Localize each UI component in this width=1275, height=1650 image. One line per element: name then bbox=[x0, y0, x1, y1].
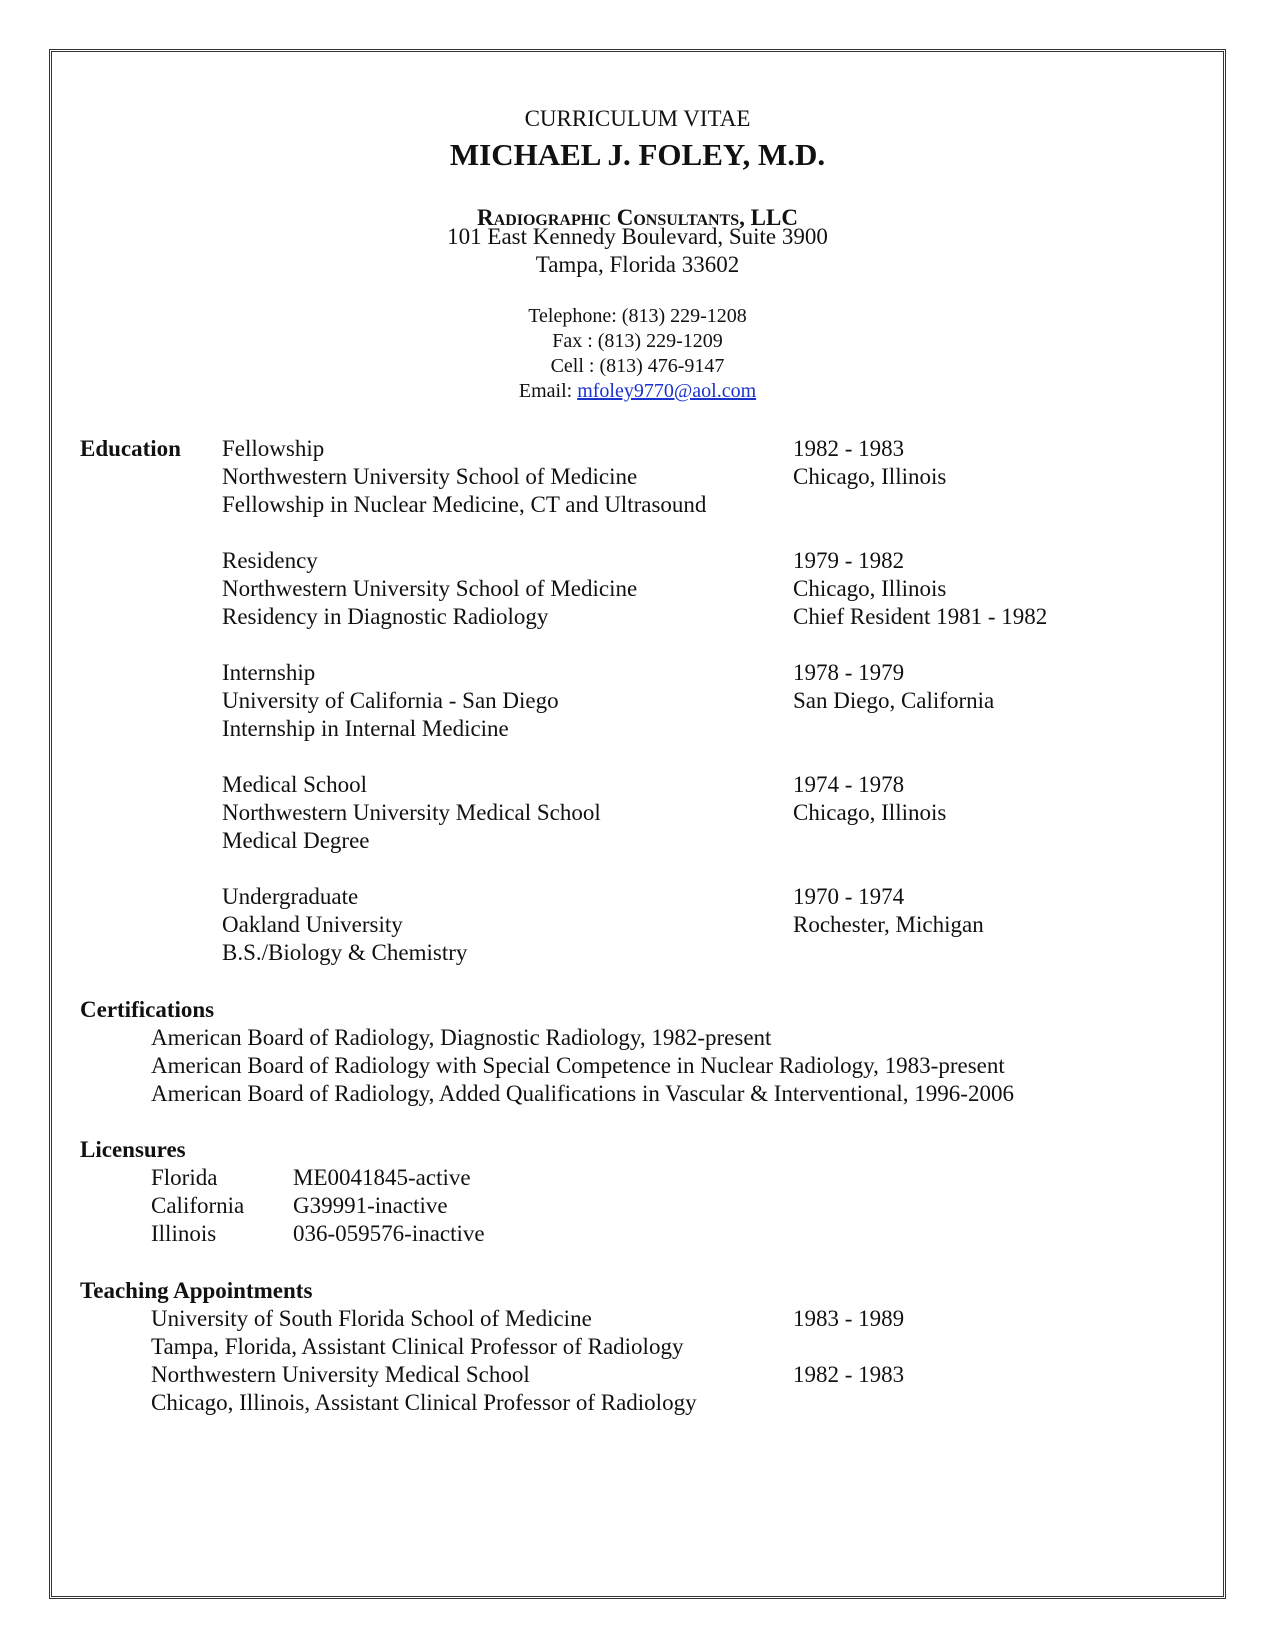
page-title: MICHAEL J. FOLEY, M.D. bbox=[449, 137, 826, 172]
education-school: Northwestern University School of Medicine bbox=[222, 576, 638, 601]
education-title: Undergraduate bbox=[222, 884, 359, 909]
certification-item: American Board of Radiology, Diagnostic Radiology, 1982-present bbox=[151, 1025, 772, 1050]
license-state: Florida bbox=[151, 1165, 218, 1190]
education-title: Medical School bbox=[222, 772, 367, 797]
education-title: Fellowship bbox=[222, 436, 325, 461]
education-title: Residency bbox=[222, 548, 318, 573]
education-years: 1970 - 1974 bbox=[793, 884, 905, 909]
license-number: 036-059576-inactive bbox=[293, 1221, 485, 1246]
cell: Cell : (813) 476-9147 bbox=[550, 355, 725, 377]
education-years: 1982 - 1983 bbox=[793, 436, 905, 461]
teaching-school: Northwestern University Medical School bbox=[151, 1362, 530, 1387]
address-line-2: Tampa, Florida 33602 bbox=[535, 252, 740, 277]
education-place: San Diego, California bbox=[793, 688, 995, 713]
education-years: 1974 - 1978 bbox=[793, 772, 905, 797]
education-heading: Education bbox=[80, 436, 181, 461]
education-years: 1979 - 1982 bbox=[793, 548, 905, 573]
email-line bbox=[0, 380, 1275, 403]
telephone: Telephone: (813) 229-1208 bbox=[528, 305, 747, 327]
certifications-heading: Certifications bbox=[80, 997, 215, 1022]
fax: Fax : (813) 229-1209 bbox=[552, 330, 723, 352]
license-state: California bbox=[151, 1193, 245, 1218]
education-years: 1978 - 1979 bbox=[793, 660, 905, 685]
education-school: Oakland University bbox=[222, 912, 403, 937]
licensures-heading: Licensures bbox=[80, 1137, 186, 1162]
certification-item: American Board of Radiology with Special Competence in Nuclear Radiology, 1983-present bbox=[151, 1053, 1005, 1078]
cv-label: CURRICULUM VITAE bbox=[524, 106, 751, 131]
email-label: Email: bbox=[518, 380, 578, 402]
license-number: G39991-inactive bbox=[293, 1193, 448, 1218]
teaching-detail: Tampa, Florida, Assistant Clinical Professor of Radiology bbox=[151, 1334, 684, 1359]
education-detail: Fellowship in Nuclear Medicine, CT and Ultrasound bbox=[222, 492, 707, 517]
firm-name: Radiographic Consultants, LLC bbox=[477, 205, 798, 230]
education-title: Internship bbox=[222, 660, 316, 685]
education-school: Northwestern University School of Medicine bbox=[222, 464, 638, 489]
education-school: Northwestern University Medical School bbox=[222, 800, 601, 825]
license-number: ME0041845-active bbox=[293, 1165, 471, 1190]
education-place: Chicago, Illinois bbox=[793, 800, 947, 825]
teaching-heading: Teaching Appointments bbox=[80, 1278, 313, 1303]
education-place: Chicago, Illinois bbox=[793, 464, 947, 489]
certification-item: American Board of Radiology, Added Qualifications in Vascular & Interventional, 1996-2006 bbox=[151, 1081, 1014, 1106]
education-school: University of California - San Diego bbox=[222, 688, 559, 713]
teaching-detail: Chicago, Illinois, Assistant Clinical Professor of Radiology bbox=[151, 1390, 697, 1415]
teaching-years: 1983 - 1989 bbox=[793, 1306, 905, 1331]
email-link[interactable]: mfoley9770@aol.com bbox=[577, 380, 757, 402]
education-detail: B.S./Biology & Chemistry bbox=[222, 940, 468, 965]
education-detail: Medical Degree bbox=[222, 828, 370, 853]
education-place: Chicago, Illinois bbox=[793, 576, 947, 601]
teaching-years: 1982 - 1983 bbox=[793, 1362, 905, 1387]
teaching-school: University of South Florida School of Medicine bbox=[151, 1306, 592, 1331]
education-detail: Internship in Internal Medicine bbox=[222, 716, 509, 741]
education-note: Chief Resident 1981 - 1982 bbox=[793, 604, 1048, 629]
address-line-1: 101 East Kennedy Boulevard, Suite 3900 bbox=[447, 224, 828, 249]
license-state: Illinois bbox=[151, 1221, 217, 1246]
education-place: Rochester, Michigan bbox=[793, 912, 984, 937]
education-detail: Residency in Diagnostic Radiology bbox=[222, 604, 549, 629]
